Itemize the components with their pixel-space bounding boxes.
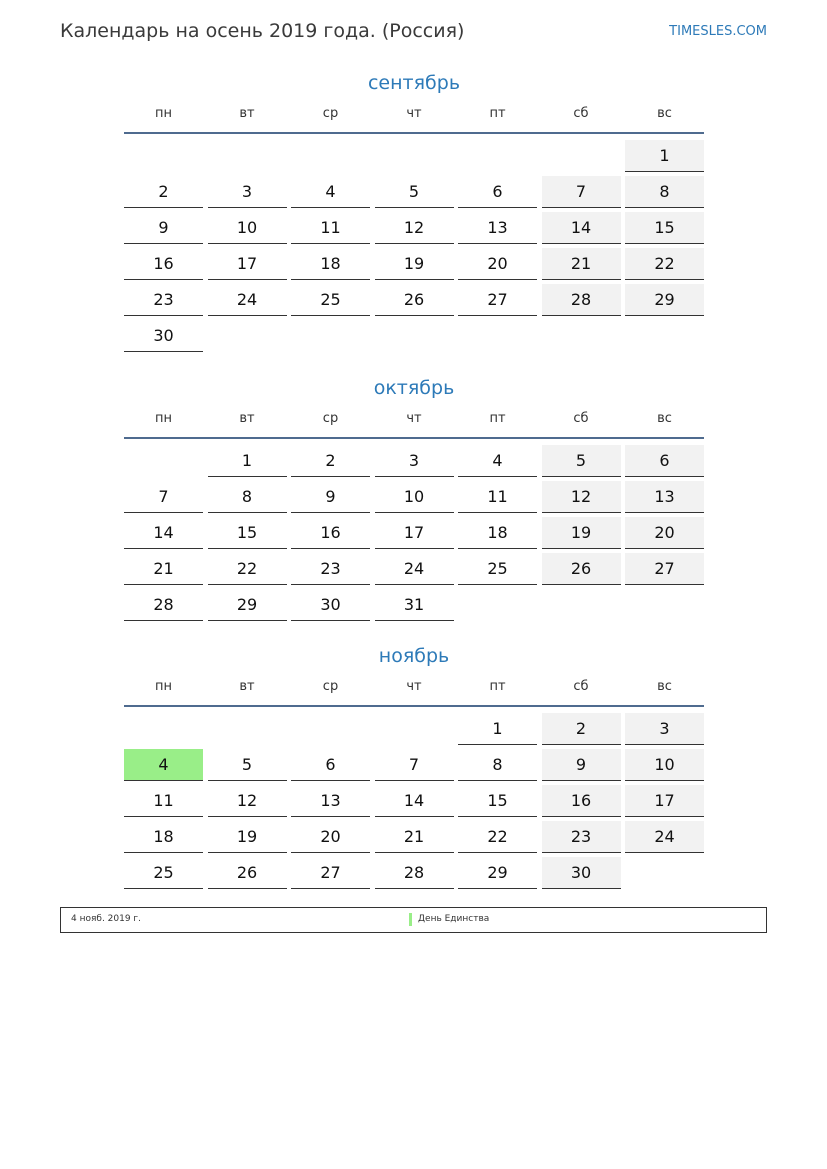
empty-cell (375, 320, 454, 352)
day-cell: 29 (458, 857, 537, 889)
page-title: Календарь на осень 2019 года. (Россия) (60, 20, 465, 42)
day-cell: 20 (291, 821, 370, 853)
day-cell: 13 (625, 481, 704, 513)
week-row (124, 481, 704, 512)
day-cell: 5 (208, 749, 287, 781)
empty-cell (208, 713, 287, 745)
day-cell: 17 (625, 785, 704, 817)
day-cell: 28 (124, 589, 203, 621)
day-cell: 30 (542, 857, 621, 889)
empty-cell (542, 320, 621, 352)
day-cell: 29 (625, 284, 704, 316)
day-cell: 9 (542, 749, 621, 781)
day-cell: 19 (542, 517, 621, 549)
day-cell: 15 (625, 212, 704, 244)
day-cell: 4 (458, 445, 537, 477)
weekday-label: пт (489, 679, 506, 694)
weekday-label: пт (489, 411, 506, 426)
weekday-header (124, 401, 704, 439)
day-cell: 17 (208, 248, 287, 280)
weekday-label: сб (573, 411, 589, 426)
empty-cell (542, 589, 621, 621)
empty-cell (542, 140, 621, 172)
weekday-label: ср (322, 679, 339, 694)
day-cell: 8 (458, 749, 537, 781)
month-name: ноябрь (378, 645, 450, 667)
day-cell: 18 (291, 248, 370, 280)
day-cell: 26 (208, 857, 287, 889)
day-cell: 19 (208, 821, 287, 853)
day-cell: 23 (291, 553, 370, 585)
day-cell: 10 (208, 212, 287, 244)
weekday-label: вс (657, 411, 672, 426)
empty-cell (291, 140, 370, 172)
day-cell: 20 (625, 517, 704, 549)
site-link[interactable]: TIMESLES.COM (669, 24, 767, 39)
day-cell: 6 (458, 176, 537, 208)
day-cell: 11 (458, 481, 537, 513)
weekday-label: вт (239, 411, 255, 426)
weekday-label: пт (489, 106, 506, 121)
day-cell: 5 (375, 176, 454, 208)
day-cell: 22 (625, 248, 704, 280)
empty-cell (458, 320, 537, 352)
day-cell: 2 (124, 176, 203, 208)
weekday-header (124, 669, 704, 707)
day-cell: 27 (291, 857, 370, 889)
legend-date: 4 нояб. 2019 г. (71, 914, 142, 924)
day-cell: 7 (124, 481, 203, 513)
day-cell: 8 (625, 176, 704, 208)
weeks (124, 445, 704, 620)
day-cell: 27 (625, 553, 704, 585)
day-cell: 18 (458, 517, 537, 549)
weekday-label: чт (406, 679, 422, 694)
month-september (124, 70, 704, 356)
holiday-legend (60, 907, 767, 933)
day-cell: 22 (458, 821, 537, 853)
day-cell: 31 (375, 589, 454, 621)
day-cell: 27 (458, 284, 537, 316)
week-row (124, 785, 704, 816)
day-cell: 14 (375, 785, 454, 817)
holiday-day-cell: 4 (124, 749, 203, 781)
day-cell: 11 (124, 785, 203, 817)
weekday-label: пн (155, 679, 172, 694)
weekday-label: вт (239, 106, 255, 121)
day-cell: 21 (124, 553, 203, 585)
empty-cell (375, 713, 454, 745)
day-cell: 29 (208, 589, 287, 621)
day-cell: 24 (208, 284, 287, 316)
empty-cell (458, 140, 537, 172)
weekday-label: чт (406, 106, 422, 121)
empty-cell (208, 140, 287, 172)
day-cell: 15 (208, 517, 287, 549)
day-cell: 30 (291, 589, 370, 621)
week-row (124, 821, 704, 852)
week-row (124, 713, 704, 744)
day-cell: 30 (124, 320, 203, 352)
day-cell: 16 (124, 248, 203, 280)
empty-cell (208, 320, 287, 352)
day-cell: 3 (208, 176, 287, 208)
day-cell: 25 (291, 284, 370, 316)
empty-cell (291, 713, 370, 745)
day-cell: 11 (291, 212, 370, 244)
holiday-color-marker (409, 913, 412, 926)
day-cell: 22 (208, 553, 287, 585)
day-cell: 28 (542, 284, 621, 316)
week-row (124, 320, 704, 351)
month-october (124, 375, 704, 625)
day-cell: 19 (375, 248, 454, 280)
day-cell: 18 (124, 821, 203, 853)
day-cell: 3 (625, 713, 704, 745)
day-cell: 1 (625, 140, 704, 172)
week-row (124, 140, 704, 171)
day-cell: 9 (291, 481, 370, 513)
weekday-label: сб (573, 106, 589, 121)
day-cell: 15 (458, 785, 537, 817)
weekday-label: вс (657, 679, 672, 694)
week-row (124, 284, 704, 315)
empty-cell (124, 140, 203, 172)
day-cell: 12 (542, 481, 621, 513)
day-cell: 1 (458, 713, 537, 745)
empty-cell (625, 320, 704, 352)
day-cell: 8 (208, 481, 287, 513)
week-row (124, 176, 704, 207)
weekday-label: сб (573, 679, 589, 694)
weekday-header (124, 96, 704, 134)
month-name: октябрь (373, 377, 455, 399)
day-cell: 26 (375, 284, 454, 316)
empty-cell (124, 445, 203, 477)
day-cell: 26 (542, 553, 621, 585)
day-cell: 20 (458, 248, 537, 280)
week-row (124, 857, 704, 888)
day-cell: 14 (124, 517, 203, 549)
day-cell: 3 (375, 445, 454, 477)
day-cell: 7 (542, 176, 621, 208)
day-cell: 2 (542, 713, 621, 745)
week-row (124, 445, 704, 476)
day-cell: 28 (375, 857, 454, 889)
weekday-label: вт (239, 679, 255, 694)
empty-cell (375, 140, 454, 172)
day-cell: 9 (124, 212, 203, 244)
week-row (124, 248, 704, 279)
week-row (124, 517, 704, 548)
day-cell: 7 (375, 749, 454, 781)
day-cell: 5 (542, 445, 621, 477)
day-cell: 24 (375, 553, 454, 585)
day-cell: 2 (291, 445, 370, 477)
day-cell: 23 (124, 284, 203, 316)
legend-holiday-name: День Единства (418, 914, 490, 924)
weekday-label: пн (155, 106, 172, 121)
month-november (124, 643, 704, 893)
day-cell: 4 (291, 176, 370, 208)
day-cell: 10 (375, 481, 454, 513)
empty-cell (124, 713, 203, 745)
day-cell: 1 (208, 445, 287, 477)
empty-cell (291, 320, 370, 352)
week-row (124, 589, 704, 620)
day-cell: 25 (124, 857, 203, 889)
day-cell: 12 (208, 785, 287, 817)
day-cell: 10 (625, 749, 704, 781)
empty-cell (458, 589, 537, 621)
day-cell: 21 (375, 821, 454, 853)
day-cell: 14 (542, 212, 621, 244)
day-cell: 25 (458, 553, 537, 585)
weekday-label: ср (322, 411, 339, 426)
empty-cell (625, 857, 704, 889)
day-cell: 6 (291, 749, 370, 781)
weekday-label: пн (155, 411, 172, 426)
day-cell: 16 (291, 517, 370, 549)
week-row (124, 212, 704, 243)
empty-cell (625, 589, 704, 621)
day-cell: 13 (291, 785, 370, 817)
day-cell: 6 (625, 445, 704, 477)
week-row (124, 553, 704, 584)
weeks (124, 140, 704, 351)
weekday-label: чт (406, 411, 422, 426)
day-cell: 13 (458, 212, 537, 244)
month-name: сентябрь (367, 72, 461, 94)
day-cell: 17 (375, 517, 454, 549)
day-cell: 21 (542, 248, 621, 280)
day-cell: 23 (542, 821, 621, 853)
weeks (124, 713, 704, 888)
day-cell: 12 (375, 212, 454, 244)
weekday-label: ср (322, 106, 339, 121)
day-cell: 16 (542, 785, 621, 817)
day-cell: 24 (625, 821, 704, 853)
weekday-label: вс (657, 106, 672, 121)
week-row (124, 749, 704, 780)
